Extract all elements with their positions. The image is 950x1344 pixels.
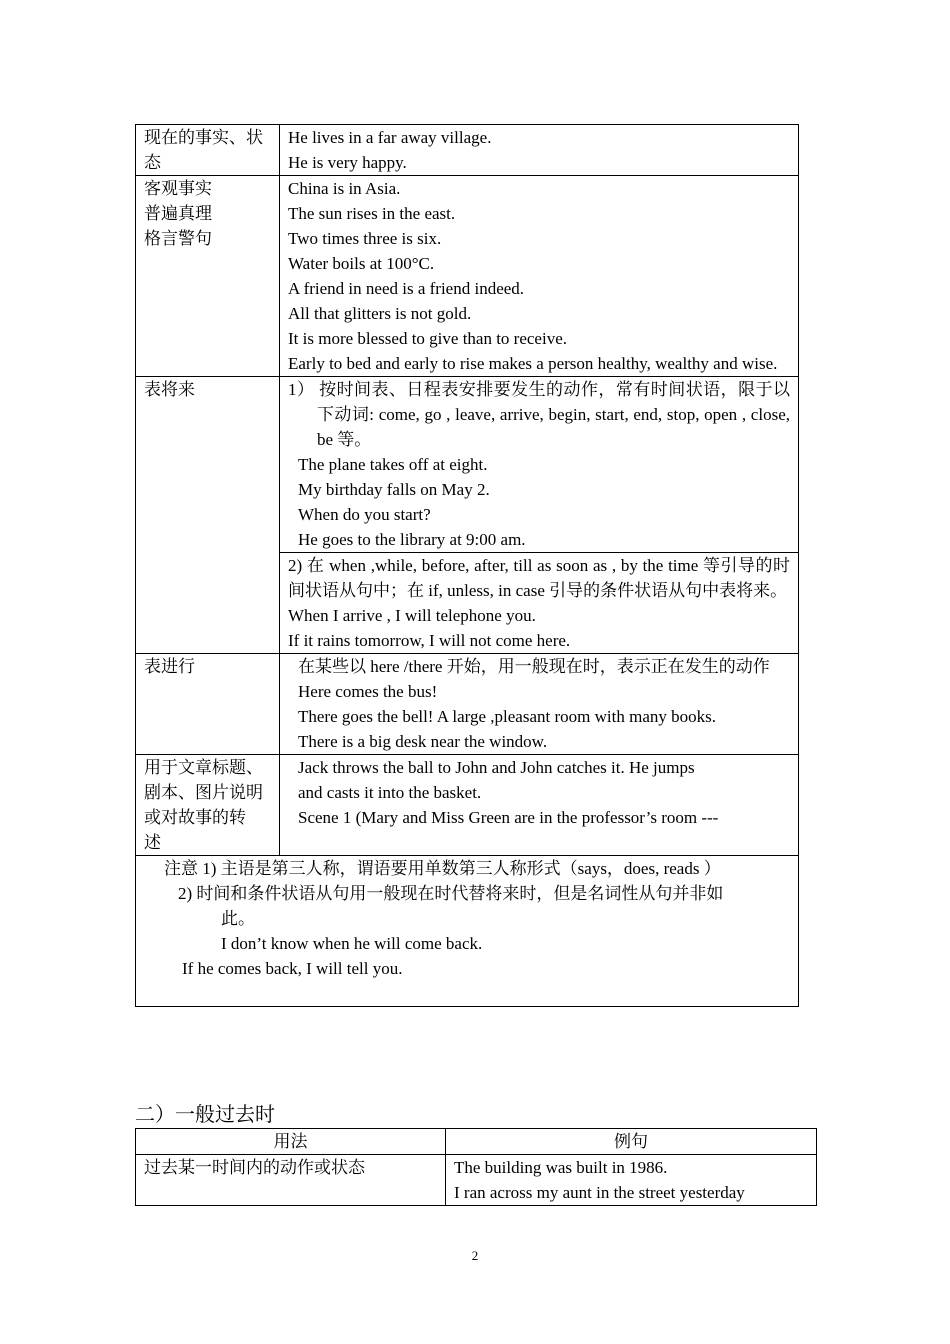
example-sentence: The plane takes off at eight. <box>298 455 488 474</box>
example-sentence: He is very happy. <box>288 153 407 172</box>
example-cell <box>280 654 799 755</box>
section-title: 二）一般过去时 <box>135 1104 275 1126</box>
present-tense-usage-table <box>135 124 799 1007</box>
column-header-examples: 例句 <box>446 1129 817 1155</box>
example-sentence: It is more blessed to give than to receive. <box>288 329 567 348</box>
note-cell <box>136 856 799 1007</box>
page-number: 2 <box>471 1248 479 1263</box>
note-text: I don’t know when he will come back. <box>221 934 483 953</box>
example-sentence: There goes the bell! A large ,pleasant room with many books. <box>298 707 716 726</box>
example-cell <box>280 377 799 553</box>
table-row <box>136 1155 817 1206</box>
rule-text: 2) 在 when ,while, before, after, till as soon as , by the time 等引导的时间状语从句中；在 if, unless, in case 引导的条件状语从句中表将来。 <box>288 556 790 600</box>
usage-cell <box>136 125 280 176</box>
column-header-usage: 用法 <box>136 1129 446 1155</box>
usage-text: 剧本、图片说明 <box>144 783 263 802</box>
usage-text: 过去某一时间内的动作或状态 <box>144 1158 365 1177</box>
example-sentence: When do you start? <box>298 505 431 524</box>
usage-cell <box>136 755 280 856</box>
table-row <box>136 654 799 755</box>
example-sentence: The building was built in 1986. <box>454 1158 668 1177</box>
example-cell <box>446 1155 817 1206</box>
usage-cell <box>136 1155 446 1206</box>
usage-cell <box>136 377 280 654</box>
usage-cell <box>136 654 280 755</box>
example-sentence: Early to bed and early to rise makes a person healthy, wealthy and wise. <box>288 354 778 373</box>
usage-text: 现在的事实、状 <box>144 128 263 147</box>
usage-text: 用于文章标题、 <box>144 758 263 777</box>
usage-text: 表进行 <box>144 657 195 676</box>
usage-text: 普遍真理 <box>144 204 212 223</box>
example-sentence: There is a big desk near the window. <box>298 732 548 751</box>
example-sentence: I ran across my aunt in the street yesterday <box>454 1183 745 1202</box>
example-cell <box>280 176 799 377</box>
example-sentence: If it rains tomorrow, I will not come here. <box>288 631 571 650</box>
example-sentence: Scene 1 (Mary and Miss Green are in the professor’s room --- <box>298 808 719 827</box>
note-text: 注意 1) 主语是第三人称，谓语要用单数第三人称形式（says，does, reads ） <box>164 859 721 878</box>
usage-text: 态 <box>144 153 161 172</box>
table-row <box>136 125 799 176</box>
past-tense-usage-table <box>135 1128 817 1206</box>
example-sentence: When I arrive , I will telephone you. <box>288 606 536 625</box>
example-sentence: Two times three is six. <box>288 229 442 248</box>
usage-text: 述 <box>144 833 161 852</box>
usage-text: 或对故事的转 <box>144 808 246 827</box>
example-sentence: He lives in a far away village. <box>288 128 492 147</box>
example-cell <box>280 553 799 654</box>
table-row <box>136 377 799 553</box>
example-sentence: China is in Asia. <box>288 179 401 198</box>
example-sentence: Jack throws the ball to John and John catches it. He jumps <box>298 758 695 777</box>
example-cell <box>280 125 799 176</box>
table-row <box>136 856 799 1007</box>
example-sentence: and casts it into the basket. <box>298 783 482 802</box>
usage-text: 表将来 <box>144 380 195 399</box>
rule-text: 在某些以 here /there 开始，用一般现在时，表示正在发生的动作 <box>298 657 770 676</box>
example-sentence: My birthday falls on May 2. <box>298 480 490 499</box>
example-cell <box>280 755 799 856</box>
usage-text: 客观事实 <box>144 179 212 198</box>
usage-text: 格言警句 <box>144 229 212 248</box>
usage-cell <box>136 176 280 377</box>
example-sentence: Here comes the bus! <box>298 682 438 701</box>
example-sentence: A friend in need is a friend indeed. <box>288 279 525 298</box>
rule-text: 1） 按时间表、日程表安排要发生的动作，常有时间状语，限于以下动词: come, go , leave, arrive, begin, start, end, stop, open , close, be 等。 <box>288 380 790 449</box>
example-sentence: The sun rises in the east. <box>288 204 456 223</box>
table-row <box>136 755 799 856</box>
note-text: If he comes back, I will tell you. <box>182 959 403 978</box>
example-sentence: He goes to the library at 9:00 am. <box>298 530 526 549</box>
note-text: 此。 <box>221 909 255 928</box>
table-header-row <box>136 1129 817 1155</box>
example-sentence: All that glitters is not gold. <box>288 304 472 323</box>
table-row <box>136 176 799 377</box>
note-text: 2) 时间和条件状语从句用一般现在时代替将来时，但是名词性从句并非如 <box>178 884 724 903</box>
example-sentence: Water boils at 100°C. <box>288 254 435 273</box>
